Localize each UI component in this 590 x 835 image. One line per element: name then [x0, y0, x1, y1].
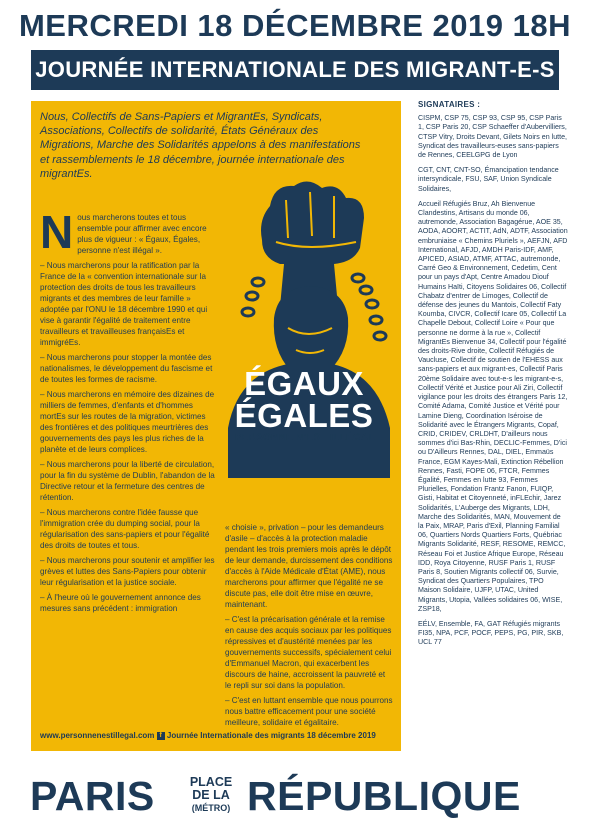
signatories-title: SIGNATAIRES :	[418, 100, 481, 109]
signatories-block-2: CGT, CNT, CNT-SO, Émancipation tendance intersyndicale, FSU, SAF, Union Syndicale Solidaires,	[418, 166, 559, 193]
paragraph-8: – À l'heure où le gouvernement annonce des mesures sans précédent : immigration	[40, 593, 201, 613]
paragraph-7: – Nous marcherons pour soutenir et amplifier les grèves et luttes des Sans-Papiers pour obtenir leur régularisation et la justice sociale.	[40, 556, 215, 587]
slogan-line-2: ÉGALES	[234, 397, 374, 434]
right-paragraph-2: – C'est la précarisation générale et la remise en cause des acquis sociaux par les politiques répressives et d'austérité menées par les gouvernements successifs, spécialement celui d'Emmanuel Macron, qui exacerbent les discours de haine, accroissent la pauvreté et le repli sur soi dans la population.	[225, 615, 392, 690]
left-column	[40, 206, 218, 618]
right-column	[225, 522, 393, 732]
dropcap-letter: N	[40, 206, 74, 258]
egaux-egales-slogan	[218, 365, 390, 434]
location-city: PARIS	[30, 773, 155, 819]
event-banner: JOURNÉE INTERNATIONALE DES MIGRANT-E-S	[31, 50, 559, 90]
raised-fist-icon	[218, 178, 398, 498]
raised-fist-illustration	[218, 178, 398, 498]
website-link[interactable]: www.personnenestillegal.com	[40, 731, 155, 740]
place-line-1: PLACE	[189, 775, 233, 789]
poster-footer	[40, 731, 400, 740]
place-line-2: DE LA	[192, 788, 230, 802]
paragraph-3: – Nous marcherons pour stopper la montée des nationalismes, le développement du fascisme et de toutes les formes de racisme.	[40, 353, 213, 384]
place-line-3: (MÉTRO)	[191, 803, 231, 813]
signatories-list	[418, 100, 568, 654]
paragraph-1-text: ous marcherons toutes et tous ensemble pour affirmer avec encore plus de vigueur : « Égaux, Égales, personne n'est illégal ».	[77, 213, 207, 255]
paragraph-1	[40, 206, 218, 258]
right-paragraph-3: – C'est en luttant ensemble que nous pourrons nous battre efficacement pour une société meilleure, solidaire et égalitaire.	[225, 696, 393, 727]
slogan-tagline: PERSONNE N'EST ILLÉGAL	[234, 432, 376, 443]
facebook-icon: f	[157, 732, 165, 740]
intro-text: Nous, Collectifs de Sans-Papiers et MigrantEs, Syndicats, Associations, Collectifs de solidarité, États Généraux des Migrations, Marche des Solidarités appelons à des manifestations et rassemblements le 18 décembre, journée internationale des migrantEs.	[40, 111, 361, 180]
location-place-label	[186, 776, 236, 815]
date-headline: MERCREDI 18 DÉCEMBRE 2019 18H	[18, 8, 571, 43]
paragraph-6: – Nous marcherons contre l'idée fausse que l'immigration crée du dumping social, pour la régularisation des sans-papiers et pour l'égalité des droits de toutes et tous.	[40, 508, 210, 550]
paragraph-5: – Nous marcherons pour la liberté de circulation, pour la fin du système de Dublin, l'abandon de la Directive retour et la fermeture des centres de rétention.	[40, 460, 215, 502]
signatories-block-3: Accueil Réfugiés Bruz, Ah Bienvenue Clandestins, Artisans du monde 06, autremonde, Association Bagagérue, AOE 35, AODA, AOORT, ACTIT, AdN, ADTF, Association embruniaise « Chemins Pluriels », AEFJN, AFD International, AFJD, AMDH Paris-IDF, AMF, APICED, ASIAD, ATMF, ATTAC, autremonde, Carré Geo & Environnement, Cedetim, Cent pour un pays d'Apt, Centre Amadou Diouf Humains Haïti, Citoyens Solidaires 06, Collectif Chabatz d'entrer de Limoges, Collectif de défense des jeunes du Mantois, Collectif Faty Koumba, CIVCR, Collectif Icare 05, Collectif La Chapelle Debout, Collectif Loire « Pour que personne ne dorme à la rue », Collectif MigrantEs Bienvenue 34, Collectif pour l'égalité des droits-Rive droite, Collectif Réfugiés de Vaucluse, Collectif de soutien de l'EHESS aux sans-papiers et aux migrant-es, Collectif Paris 20ème Solidaire avec tout-e-s les migrant-e-s, Collectif Vérité et Justice pour Ali Ziri, Collectif vigilance pour les droits des étrangers Paris 12, Comité Adama, Comité Justice et Vérité pour Lamine Dieng, Coordination Iséroise de Solidarité avec le Étrangers Migrants, Copaf, CRID, CRIDEV, CRLDHT, D'ailleurs nous sommes d'ici Bas-Rhin, DECLIC-Femmes, D'ici ou D'Ailleurs Rennes, DAL, DIEL, Emmaüs France, EGM Kayes-Mali, Extinction Rébellion Rennes, Fasti, FOPE 06, FTCR, Femmes Égalité, Femmes en lutte 93, Femmes Plurielles, Fondation Frantz Fanon, FUIQP, Gisti, Habitat et Citoyenneté, inFLEchir, Jarez Solidarités, L'Auberge des Migrants, LDH, Marche des Solidarités, MAN, Mouvement de la Paix, MRAP, Paris d'Exil, Planning Familial 06, Quartiers Nords Quartiers Forts, Québriac Migrants Solidarité, RESF, RESOME, REMCC, Réseau Foi et Justice Afrique Europe, Réseau IDD, Roya Citoyenne, RUSF Paris 1, RUSF Paris 8, Soutien Migrants collectif 06, Survie, Syndicat des Quartiers Populaires, TPO Maison Solidaire, UJFP, UTAC, United Migrants, Utopia, Vallées solidaires 06, WISE, ZSP18,	[418, 199, 568, 613]
signatories-block-4: EÉLV, Ensemble, FA, GAT Réfugiés migrants FI35, NPA, PCF, POCF, PEPS, PG, PIR, SKB, UCL 77	[418, 619, 564, 647]
paragraph-2: – Nous marcherons pour la ratification par la France de la « convention internationale sur la protection des droits de tous les travailleurs migrants et des membres de leur famille » adoptée par l'ONU le 18 décembre 1990 et qui vise à garantir l'égalité de traitement entre travailleurs et travailleuses françaisEs et immigréEs.	[40, 261, 208, 347]
right-paragraph-1: « choisie », privation – pour les demandeurs d'asile – d'accès à la protection maladie pendant les trois premiers mois après le dépôt de leur demande, durcissement des conditions d'accès à l'Aide Médicale d'État (AME), nous marcherons pour affirmer que l'égalité ne se discute pas, elle doit être mise en œuvre, maintenant.	[225, 523, 393, 609]
location-square: RÉPUBLIQUE	[247, 773, 521, 819]
slogan-line-1: ÉGAUX	[244, 365, 364, 402]
signatories-block-1: CISPM, CSP 75, CSP 93, CSP 95, CSP Paris 1, CSP Paris 20, CSP Schaeffer d'Aubervilliers, CTSP Vitry, Droits Devant, Gilets Noirs en lutte, Syndicat des travailleurs-euses sans-papiers de Rennes, CEELGPG de Lyon	[418, 114, 568, 160]
paragraph-4: – Nous marcherons en mémoire des dizaines de milliers de femmes, d'enfants et d'hommes mortEs sur les routes de la migration, victimes des frontières et des politiques meurtrières des gouvernements des pays les plus riches de la planète et de leurs complices.	[40, 390, 215, 454]
facebook-event-label: Journée Internationale des migrants 18 décembre 2019	[166, 731, 376, 740]
